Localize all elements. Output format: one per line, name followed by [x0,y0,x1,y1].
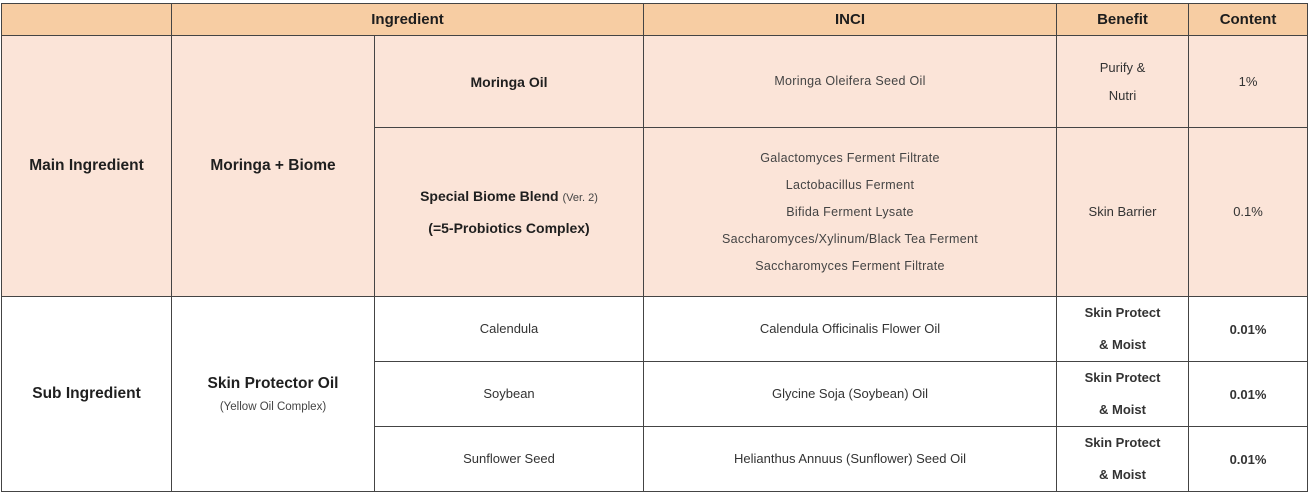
ingredient-name-line2: (=5-Probiotics Complex) [428,220,590,236]
benefit-line: Nutri [1108,87,1137,103]
inci-line: Bifida Ferment Lysate [786,204,914,219]
ingredient-name: Special Biome Blend [420,188,559,204]
header-row [2,4,1308,36]
benefit-line: Skin Protect [1084,370,1161,385]
benefit-line: Purify & [1099,59,1146,75]
header-benefit: Benefit [1057,4,1189,36]
benefit-cell [1057,297,1189,362]
ingredient-name-cell: Calendula [375,297,644,362]
content-cell: 1% [1189,36,1308,128]
ingredient-name-cell: Soybean [375,362,644,427]
inci-line: Moringa Oleifera Seed Oil [774,74,926,88]
header-inci: INCI [644,4,1057,36]
benefit-line: Skin Protect [1084,305,1161,320]
benefit-cell [1057,427,1189,492]
inci-cell: Calendula Officinalis Flower Oil [644,297,1057,362]
main-group-cell: Moringa + Biome [172,36,375,297]
content-cell: 0.01% [1189,362,1308,427]
benefit-cell [1057,362,1189,427]
benefit-cell [1057,36,1189,128]
content-cell: 0.01% [1189,427,1308,492]
header-category-blank [2,4,172,36]
sub-category-cell: Sub Ingredient [2,297,172,492]
inci-line: Lactobacillus Ferment [785,177,915,192]
main-category-cell: Main Ingredient [2,36,172,297]
table-row [2,36,1308,128]
ingredient-name-cell: Sunflower Seed [375,427,644,492]
ingredient-name-cell [375,128,644,297]
sub-group-name: Skin Protector Oil [207,375,339,392]
header-ingredient: Ingredient [172,4,644,36]
table-row [2,297,1308,362]
ingredient-name-cell: Moringa Oil [375,36,644,128]
benefit-line: & Moist [1099,467,1146,482]
inci-line: Galactomyces Ferment Filtrate [760,150,940,165]
inci-line: Saccharomyces Ferment Filtrate [755,258,945,273]
sub-group-note: (Yellow Oil Complex) [219,401,327,413]
benefit-line: Skin Protect [1084,435,1161,450]
sub-group-cell [172,297,375,492]
ingredient-table [1,3,1308,492]
inci-cell: Helianthus Annuus (Sunflower) Seed Oil [644,427,1057,492]
benefit-cell: Skin Barrier [1057,128,1189,297]
ingredient-name-line1 [375,181,643,213]
benefit-line: & Moist [1099,337,1146,352]
benefit-line: & Moist [1099,402,1146,417]
inci-cell [644,128,1057,297]
header-content: Content [1189,4,1308,36]
inci-line: Saccharomyces/Xylinum/Black Tea Ferment [722,231,979,246]
inci-cell: Glycine Soja (Soybean) Oil [644,362,1057,427]
content-cell: 0.01% [1189,297,1308,362]
inci-cell [644,36,1057,128]
ingredient-version: (Ver. 2) [562,192,598,204]
content-cell: 0.1% [1189,128,1308,297]
